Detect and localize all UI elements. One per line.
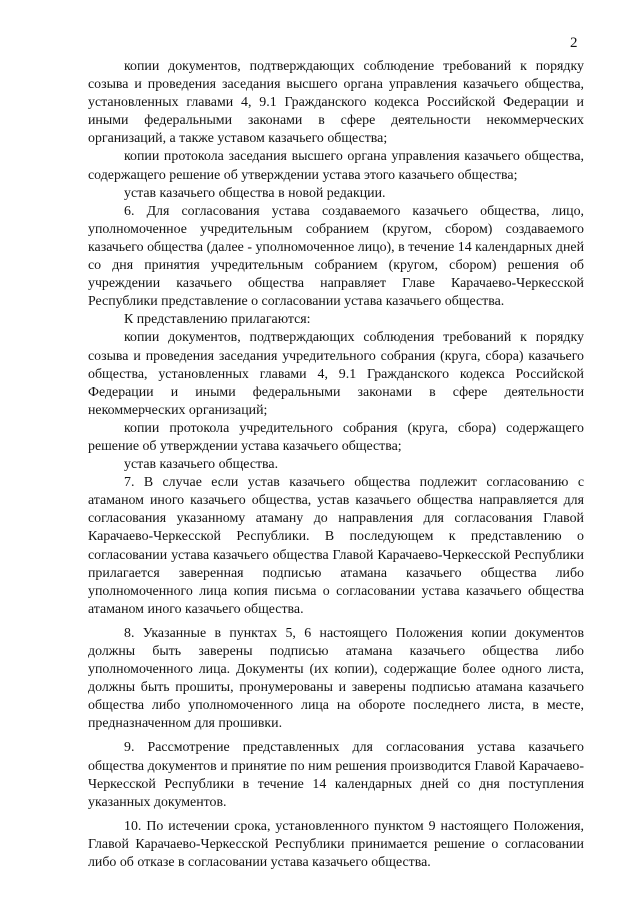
paragraph-charter-new-edition: устав казачьего общества в новой редакции. xyxy=(124,185,386,201)
document-body xyxy=(88,58,584,872)
paragraph-copies-protocol-founding: копии протокола учредительного собрания (круга, сбора) содержащего решение об утверждении устава казачьего общества; xyxy=(88,420,584,454)
paragraph-copies-protocol-management: копии протокола заседания высшего органа управления казачьего общества, содержащего решение об утверждении устава этого казачьего общества; xyxy=(88,149,584,183)
paragraph-attachments-heading: К представлению прилагаются: xyxy=(124,312,311,328)
page-number: 2 xyxy=(570,35,578,51)
paragraph-copies-documents-founding: копии документов, подтверждающих соблюдения требований к порядку созыва и проведения заседания учредительного собрания (круга, сбора) казачьего общества, установленных главами 4, 9.1 Гражданского кодекса Российской Федерации и иными федеральными законами в сфере деятельности некоммерческих организаций; xyxy=(88,330,584,418)
paragraph-item-10: 10. По истечении срока, установленного пунктом 9 настоящего Положения, Главой Карачаево-Черкесской Республики принимается решение о согласовании либо об отказе в согласовании устава казачьего общества. xyxy=(88,818,584,871)
paragraph-item-7: 7. В случае если устав казачьего общества подлежит согласованию с атаманом иного казачьего общества, устав казачьего общества направляется для согласования указанному атаману до направления для согласования Главой Карачаево-Черкесской Республики. В последующем к представлению о согласовании устава казачьего общества Главой Карачаево-Черкесской Республики прилагается заверенная подписью атамана казачьего общества либо уполномоченного лица копия письма о согласовании устава казачьего общества атаманом иного казачьего общества. xyxy=(88,475,584,617)
paragraph-item-9: 9. Рассмотрение представленных для согласования устава казачьего общества документов и принятие по ним решения производится Главой Карачаево-Черкесской Республики в течение 14 календарных дней со дня поступления указанных документов. xyxy=(88,740,584,810)
paragraph-copies-documents-management: копии документов, подтверждающих соблюдение требований к порядку созыва и проведения заседания высшего органа управления казачьего общества, установленных главами 4, 9.1 Гражданского кодекса Российской Федерации и иными федеральными законами в сфере деятельности некоммерческих организаций, а также уставом казачьего общества; xyxy=(88,59,584,147)
paragraph-item-6: 6. Для согласования устава создаваемого казачьего общества, лицо, уполномоченное учредительным собранием (кругом, сбором) создаваемого казачьего общества (далее - уполномоченное лицо), в течение 14 календарных дней со дня принятия учредительным собранием (кругом, сбором) решения об учреждении казачьего общества направляет Главе Карачаево-Черкесской Республики представление о согласовании устава казачьего общества. xyxy=(88,203,584,310)
paragraph-item-8: 8. Указанные в пунктах 5, 6 настоящего Положения копии документов должны быть заверены подписью атамана казачьего общества либо уполномоченного лица. Документы (их копии), содержащие более одного листа, должны быть прошиты, пронумерованы и заверены подписью атамана казачьего общества либо уполномоченного лица на обороте последнего листа, в месте, предназначенном для прошивки. xyxy=(88,625,584,732)
paragraph-charter: устав казачьего общества. xyxy=(124,457,279,473)
